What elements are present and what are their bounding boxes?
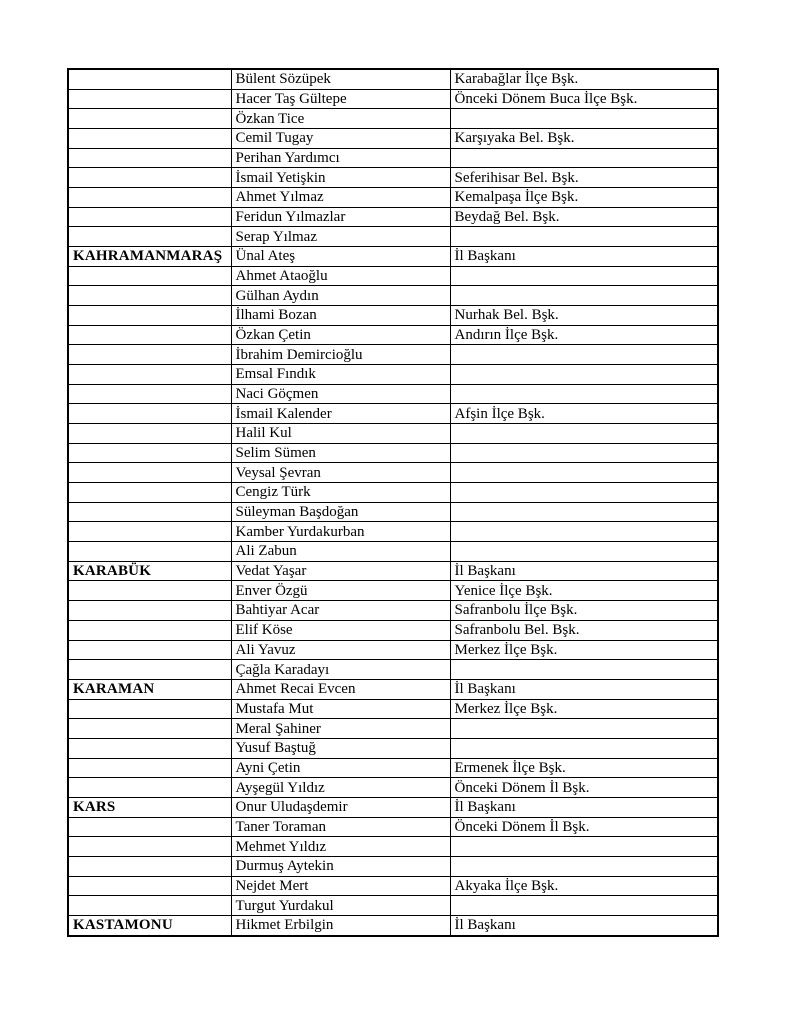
title-cell: [450, 738, 718, 758]
name-cell: Ahmet Yılmaz: [231, 188, 450, 208]
province-cell: [68, 640, 231, 660]
province-cell: [68, 404, 231, 424]
name-cell: Ali Yavuz: [231, 640, 450, 660]
province-cell: [68, 69, 231, 89]
province-cell: [68, 483, 231, 503]
name-cell: Süleyman Başdoğan: [231, 502, 450, 522]
table-row: [68, 738, 718, 758]
title-cell: Karşıyaka Bel. Bşk.: [450, 129, 718, 149]
title-cell: [450, 856, 718, 876]
province-cell: [68, 463, 231, 483]
table-row: [68, 502, 718, 522]
table-row: [68, 227, 718, 247]
title-cell: [450, 266, 718, 286]
province-cell: [68, 306, 231, 326]
title-cell: [450, 148, 718, 168]
table-row: [68, 365, 718, 385]
name-cell: İsmail Yetişkin: [231, 168, 450, 188]
province-cell: [68, 581, 231, 601]
table-row: [68, 247, 718, 267]
title-cell: [450, 483, 718, 503]
table-row: [68, 89, 718, 109]
province-cell: KAHRAMANMARAŞ: [68, 247, 231, 267]
table-row: [68, 660, 718, 680]
table-row: [68, 581, 718, 601]
province-cell: [68, 719, 231, 739]
province-cell: KARS: [68, 797, 231, 817]
table-row: [68, 148, 718, 168]
name-cell: Veysal Şevran: [231, 463, 450, 483]
province-cell: [68, 227, 231, 247]
title-cell: Safranbolu Bel. Bşk.: [450, 620, 718, 640]
province-cell: KARAMAN: [68, 679, 231, 699]
title-cell: [450, 463, 718, 483]
title-cell: Önceki Dönem Buca İlçe Bşk.: [450, 89, 718, 109]
name-cell: Vedat Yaşar: [231, 561, 450, 581]
table-row: [68, 266, 718, 286]
title-cell: Kemalpaşa İlçe Bşk.: [450, 188, 718, 208]
name-cell: Durmuş Aytekin: [231, 856, 450, 876]
title-cell: İl Başkanı: [450, 915, 718, 936]
name-cell: Onur Uludaşdemir: [231, 797, 450, 817]
province-cell: [68, 286, 231, 306]
title-cell: Beydağ Bel. Bşk.: [450, 207, 718, 227]
name-cell: Özkan Çetin: [231, 325, 450, 345]
title-cell: [450, 443, 718, 463]
table-row: [68, 168, 718, 188]
province-cell: [68, 738, 231, 758]
table-row: [68, 129, 718, 149]
title-cell: Nurhak Bel. Bşk.: [450, 306, 718, 326]
name-cell: Naci Göçmen: [231, 384, 450, 404]
title-cell: Yenice İlçe Bşk.: [450, 581, 718, 601]
title-cell: İl Başkanı: [450, 797, 718, 817]
province-cell: [68, 856, 231, 876]
name-cell: Ali Zabun: [231, 542, 450, 562]
name-cell: Mehmet Yıldız: [231, 837, 450, 857]
name-cell: Elif Köse: [231, 620, 450, 640]
title-cell: [450, 109, 718, 129]
province-cell: [68, 207, 231, 227]
province-cell: [68, 424, 231, 444]
title-cell: [450, 542, 718, 562]
name-cell: Perihan Yardımcı: [231, 148, 450, 168]
table-row: [68, 561, 718, 581]
table-row: [68, 856, 718, 876]
province-cell: [68, 502, 231, 522]
name-cell: Ünal Ateş: [231, 247, 450, 267]
province-cell: [68, 896, 231, 916]
province-cell: KARABÜK: [68, 561, 231, 581]
name-cell: Bahtiyar Acar: [231, 601, 450, 621]
title-cell: İl Başkanı: [450, 247, 718, 267]
table-row: [68, 188, 718, 208]
title-cell: Karabağlar İlçe Bşk.: [450, 69, 718, 89]
name-cell: Mustafa Mut: [231, 699, 450, 719]
table-row: [68, 522, 718, 542]
title-cell: [450, 365, 718, 385]
table-row: [68, 424, 718, 444]
table-row: [68, 640, 718, 660]
title-cell: İl Başkanı: [450, 561, 718, 581]
province-cell: [68, 758, 231, 778]
title-cell: Afşin İlçe Bşk.: [450, 404, 718, 424]
table-row: [68, 384, 718, 404]
title-cell: Önceki Dönem İl Bşk.: [450, 778, 718, 798]
province-cell: [68, 876, 231, 896]
name-cell: İbrahim Demircioğlu: [231, 345, 450, 365]
province-cell: [68, 109, 231, 129]
table-row: [68, 443, 718, 463]
name-cell: Gülhan Aydın: [231, 286, 450, 306]
name-cell: İlhami Bozan: [231, 306, 450, 326]
table-row: [68, 699, 718, 719]
name-cell: Kamber Yurdakurban: [231, 522, 450, 542]
table-row: [68, 817, 718, 837]
table-row: [68, 483, 718, 503]
title-cell: Merkez İlçe Bşk.: [450, 640, 718, 660]
name-cell: Selim Sümen: [231, 443, 450, 463]
province-cell: [68, 384, 231, 404]
roster-table-body: [68, 69, 718, 936]
table-row: [68, 325, 718, 345]
province-cell: [68, 601, 231, 621]
table-row: [68, 207, 718, 227]
name-cell: Bülent Sözüpek: [231, 69, 450, 89]
name-cell: Hacer Taş Gültepe: [231, 89, 450, 109]
table-row: [68, 109, 718, 129]
name-cell: Nejdet Mert: [231, 876, 450, 896]
province-cell: [68, 148, 231, 168]
table-row: [68, 69, 718, 89]
name-cell: İsmail Kalender: [231, 404, 450, 424]
title-cell: [450, 286, 718, 306]
name-cell: Ahmet Recai Evcen: [231, 679, 450, 699]
name-cell: Cengiz Türk: [231, 483, 450, 503]
table-row: [68, 620, 718, 640]
province-cell: [68, 365, 231, 385]
province-cell: [68, 443, 231, 463]
title-cell: Önceki Dönem İl Bşk.: [450, 817, 718, 837]
title-cell: Ermenek İlçe Bşk.: [450, 758, 718, 778]
province-cell: [68, 168, 231, 188]
province-cell: [68, 778, 231, 798]
name-cell: Yusuf Baştuğ: [231, 738, 450, 758]
table-row: [68, 345, 718, 365]
table-row: [68, 758, 718, 778]
province-cell: [68, 522, 231, 542]
title-cell: [450, 384, 718, 404]
province-cell: [68, 542, 231, 562]
table-row: [68, 797, 718, 817]
title-cell: Merkez İlçe Bşk.: [450, 699, 718, 719]
title-cell: Akyaka İlçe Bşk.: [450, 876, 718, 896]
name-cell: Emsal Fındık: [231, 365, 450, 385]
name-cell: Enver Özgü: [231, 581, 450, 601]
table-row: [68, 876, 718, 896]
table-row: [68, 778, 718, 798]
name-cell: Özkan Tice: [231, 109, 450, 129]
title-cell: [450, 719, 718, 739]
name-cell: Hikmet Erbilgin: [231, 915, 450, 936]
title-cell: Andırın İlçe Bşk.: [450, 325, 718, 345]
name-cell: Feridun Yılmazlar: [231, 207, 450, 227]
title-cell: [450, 424, 718, 444]
province-cell: [68, 345, 231, 365]
name-cell: Halil Kul: [231, 424, 450, 444]
title-cell: [450, 837, 718, 857]
province-cell: [68, 266, 231, 286]
table-row: [68, 601, 718, 621]
name-cell: Meral Şahiner: [231, 719, 450, 739]
name-cell: Taner Toraman: [231, 817, 450, 837]
name-cell: Serap Yılmaz: [231, 227, 450, 247]
table-row: [68, 404, 718, 424]
roster-table: [67, 68, 719, 937]
table-row: [68, 286, 718, 306]
province-cell: [68, 660, 231, 680]
title-cell: [450, 345, 718, 365]
province-cell: KASTAMONU: [68, 915, 231, 936]
title-cell: [450, 660, 718, 680]
title-cell: İl Başkanı: [450, 679, 718, 699]
title-cell: Seferihisar Bel. Bşk.: [450, 168, 718, 188]
name-cell: Turgut Yurdakul: [231, 896, 450, 916]
title-cell: [450, 522, 718, 542]
name-cell: Cemil Tugay: [231, 129, 450, 149]
title-cell: [450, 896, 718, 916]
table-row: [68, 915, 718, 936]
title-cell: [450, 502, 718, 522]
name-cell: Ahmet Ataoğlu: [231, 266, 450, 286]
province-cell: [68, 817, 231, 837]
table-row: [68, 719, 718, 739]
province-cell: [68, 188, 231, 208]
table-row: [68, 542, 718, 562]
table-row: [68, 896, 718, 916]
province-cell: [68, 325, 231, 345]
title-cell: [450, 227, 718, 247]
table-row: [68, 306, 718, 326]
table-row: [68, 837, 718, 857]
province-cell: [68, 837, 231, 857]
name-cell: Ayni Çetin: [231, 758, 450, 778]
table-row: [68, 463, 718, 483]
province-cell: [68, 620, 231, 640]
name-cell: Ayşegül Yıldız: [231, 778, 450, 798]
province-cell: [68, 89, 231, 109]
table-row: [68, 679, 718, 699]
province-cell: [68, 699, 231, 719]
name-cell: Çağla Karadayı: [231, 660, 450, 680]
province-cell: [68, 129, 231, 149]
title-cell: Safranbolu İlçe Bşk.: [450, 601, 718, 621]
